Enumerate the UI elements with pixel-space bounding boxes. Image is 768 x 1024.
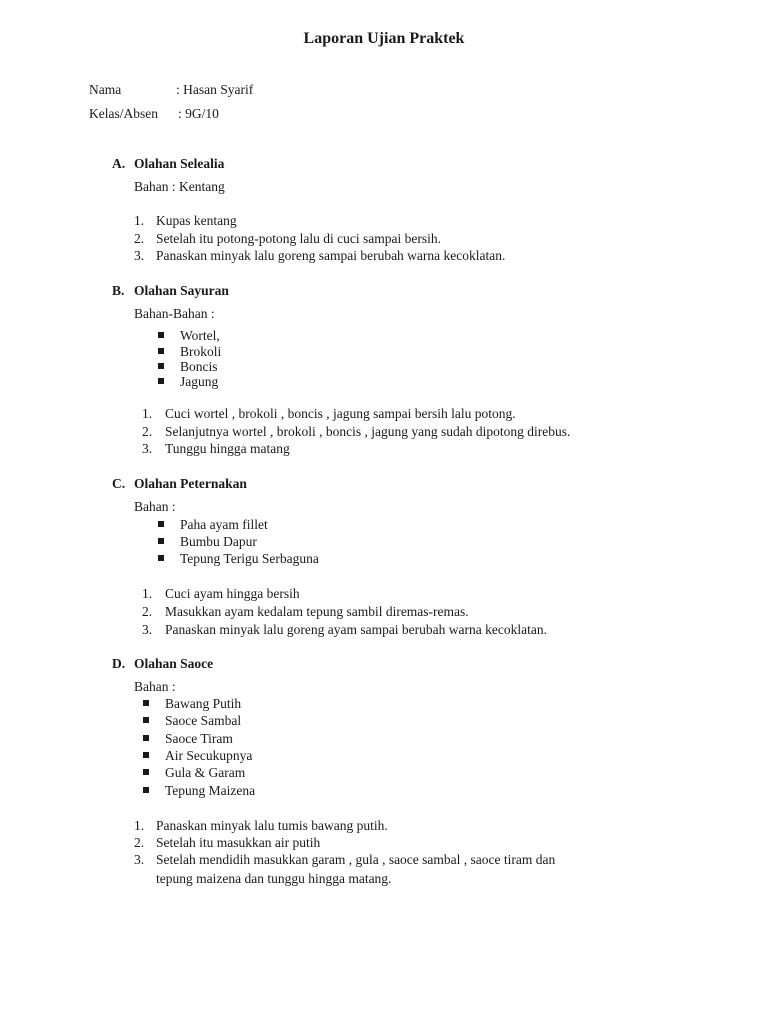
- section-b-ingredient: Jagung: [180, 374, 219, 389]
- section-d-heading: Olahan Saoce: [134, 656, 214, 671]
- section-d-step-number: 3.: [134, 852, 145, 867]
- name-label: Nama: [89, 82, 122, 97]
- bullet-icon: [158, 538, 164, 544]
- section-b-ingredients-label: Bahan-Bahan :: [134, 306, 215, 321]
- section-c-step: Panaskan minyak lalu goreng ayam sampai berubah warna kecoklatan.: [165, 622, 547, 637]
- section-d-ingredient: Saoce Tiram: [165, 731, 233, 746]
- section-d-step-number: 1.: [134, 818, 145, 833]
- section-b-ingredient: Brokoli: [180, 344, 222, 359]
- section-d-step-number: 2.: [134, 835, 145, 850]
- section-a-letter: A.: [112, 156, 126, 171]
- name-value: : Hasan Syarif: [176, 82, 254, 97]
- section-d-step: Panaskan minyak lalu tumis bawang putih.: [156, 818, 388, 833]
- section-b-step-number: 1.: [142, 406, 153, 421]
- section-d-ingredients-label: Bahan :: [134, 679, 176, 694]
- bullet-icon: [143, 735, 149, 741]
- section-d-ingredient: Saoce Sambal: [165, 713, 242, 728]
- bullet-icon: [143, 787, 149, 793]
- section-c-step-number: 3.: [142, 622, 153, 637]
- bullet-icon: [158, 521, 164, 527]
- section-b-ingredient: Boncis: [180, 359, 218, 374]
- section-d-ingredient: Gula & Garam: [165, 765, 246, 780]
- section-c-step: Cuci ayam hingga bersih: [165, 586, 300, 601]
- section-b-step-number: 2.: [142, 424, 153, 439]
- section-c-ingredients-label: Bahan :: [134, 499, 176, 514]
- section-b-ingredient: Wortel,: [180, 328, 220, 343]
- section-c-step-number: 2.: [142, 604, 153, 619]
- section-c-step-number: 1.: [142, 586, 153, 601]
- bullet-icon: [158, 363, 164, 369]
- section-c-ingredient: Tepung Terigu Serbaguna: [180, 551, 319, 566]
- section-a-step-number: 1.: [134, 213, 145, 228]
- section-c-ingredient: Paha ayam fillet: [180, 517, 268, 532]
- document-title: Laporan Ujian Praktek: [303, 30, 465, 47]
- section-d-step: Setelah mendidih masukkan garam , gula , saoce sambal , saoce tiram dan: [156, 852, 556, 867]
- section-c-step: Masukkan ayam kedalam tepung sambil diremas-remas.: [165, 604, 469, 619]
- bullet-icon: [143, 752, 149, 758]
- section-b-letter: B.: [112, 283, 125, 298]
- section-b-step: Selanjutnya wortel , brokoli , boncis , jagung yang sudah dipotong direbus.: [165, 424, 571, 439]
- section-b-heading: Olahan Sayuran: [134, 283, 229, 298]
- bullet-icon: [158, 378, 164, 384]
- section-a-heading: Olahan Selealia: [134, 156, 225, 171]
- section-a-step-number: 2.: [134, 231, 145, 246]
- section-d-step-continuation: tepung maizena dan tunggu hingga matang.: [156, 871, 392, 886]
- section-d-ingredient: Bawang Putih: [165, 696, 242, 711]
- section-c-letter: C.: [112, 476, 126, 491]
- section-a-step-number: 3.: [134, 248, 145, 263]
- section-a-step: Setelah itu potong-potong lalu di cuci sampai bersih.: [156, 231, 441, 246]
- bullet-icon: [158, 555, 164, 561]
- bullet-icon: [143, 700, 149, 706]
- section-a-step: Kupas kentang: [156, 213, 237, 228]
- section-c-heading: Olahan Peternakan: [134, 476, 247, 491]
- class-label: Kelas/Absen: [89, 106, 158, 121]
- section-d-step: Setelah itu masukkan air putih: [156, 835, 321, 850]
- class-value: : 9G/10: [178, 106, 219, 121]
- bullet-icon: [143, 717, 149, 723]
- section-a-step: Panaskan minyak lalu goreng sampai berubah warna kecoklatan.: [156, 248, 506, 263]
- bullet-icon: [158, 332, 164, 338]
- section-d-ingredient: Air Secukupnya: [165, 748, 253, 763]
- section-d-letter: D.: [112, 656, 126, 671]
- bullet-icon: [143, 769, 149, 775]
- section-b-step-number: 3.: [142, 441, 153, 456]
- section-b-step: Tunggu hingga matang: [165, 441, 290, 456]
- section-c-ingredient: Bumbu Dapur: [180, 534, 257, 549]
- section-d-ingredient: Tepung Maizena: [165, 783, 256, 798]
- bullet-icon: [158, 348, 164, 354]
- section-a-ingredients-label: Bahan : Kentang: [134, 179, 225, 194]
- section-b-step: Cuci wortel , brokoli , boncis , jagung sampai bersih lalu potong.: [165, 406, 516, 421]
